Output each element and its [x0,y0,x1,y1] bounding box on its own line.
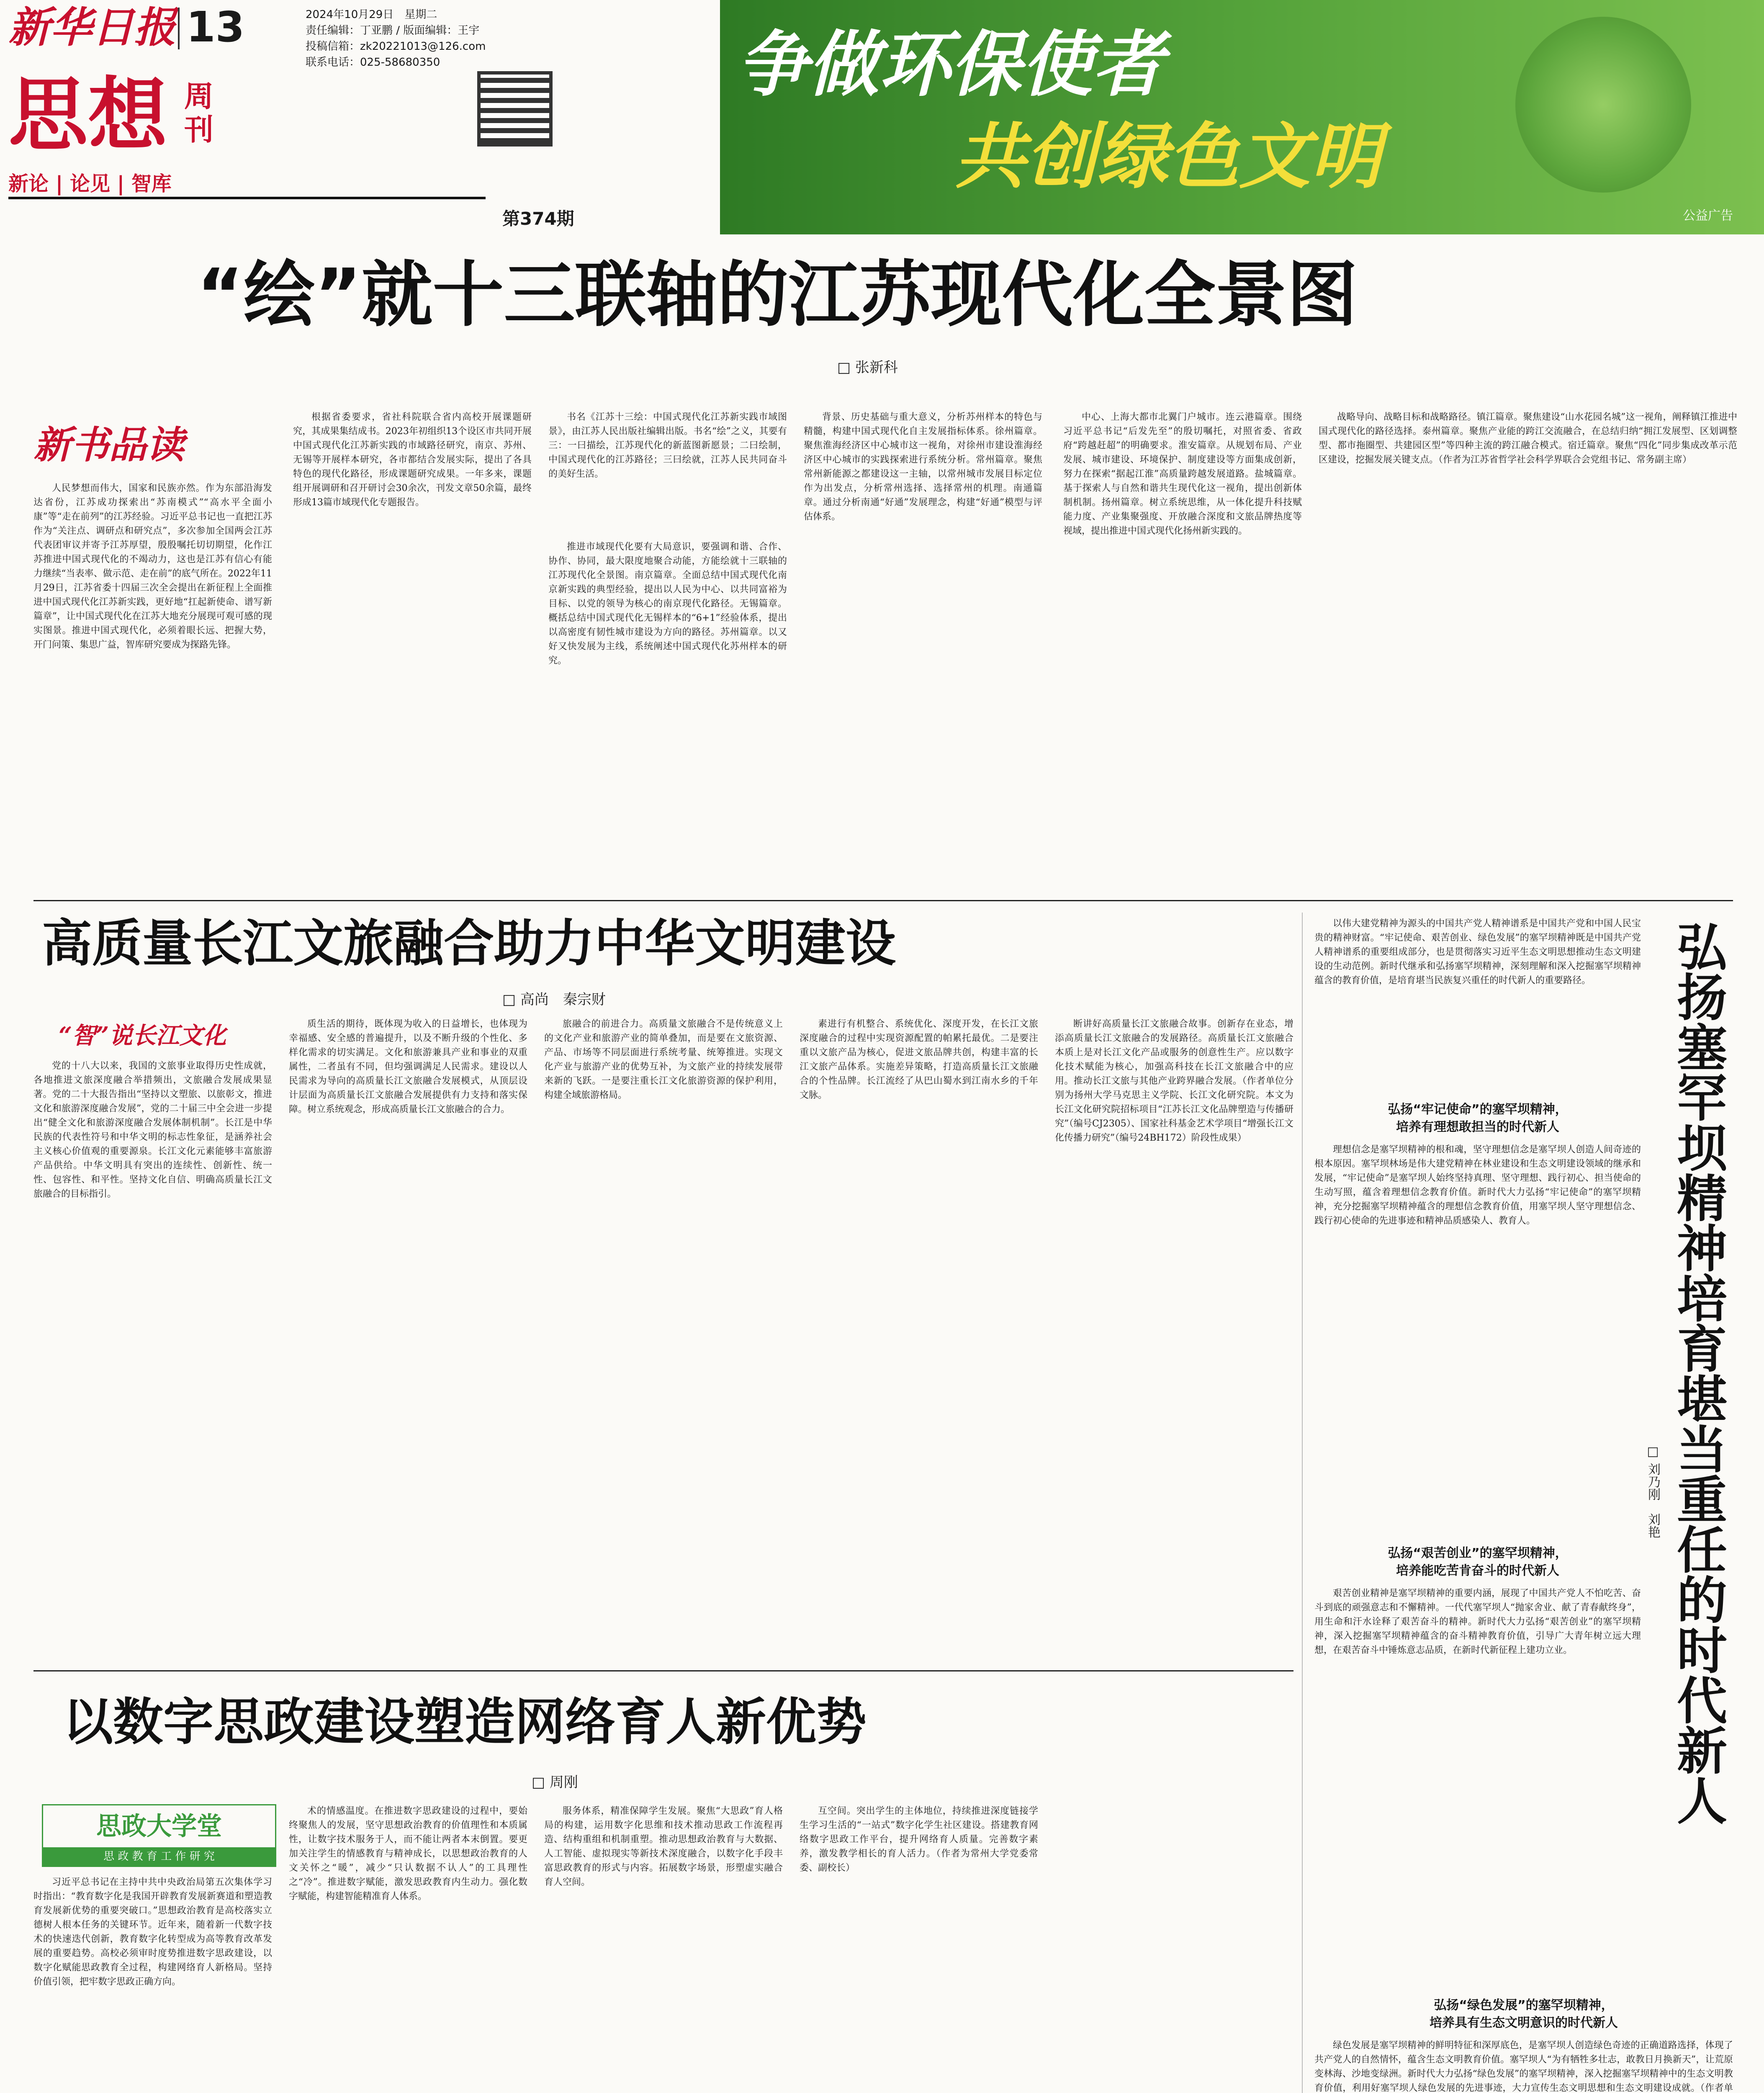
section-title: 思想 [8,68,168,162]
column-label-text: “智”说长江文化 [59,1022,226,1049]
article4-section2-heading [1314,1545,1641,1580]
masthead [0,0,720,234]
article1-col-4: 推进市域现代化要有大局意识，要强调和谐、合作、协作、协同，最大限度地聚合动能，方能绘就十三联轴的江苏现代化全景图。南京篇章。全面总结中国式现代化南京新实践的典型经验，提出以人民为中心、以共同富裕为目标、以党的领导为核心的南京现代化路径。无锡篇章。概括总结中国式现代化无锡样本的“6+1”经验体系，提出以高密度有韧性城市建设为方向的路径。苏州篇章。以又好又快发展为主线，系统阐述中国式现代化苏州样本的研究。 [548,542,787,666]
masthead-editors: 责任编辑：丁亚鹏 / 版面编辑：王宇 [306,24,480,37]
article3-col-3: 服务体系，精准保障学生发展。聚焦“大思政”育人格局的构建，运用数字化思维和技术推动思政工作流程再造、结构重组和机制重塑。推动思想政治教育与大数据、人工智能、虚拟现实等新技术深度融合，以数字化手段丰富思政教育的形式与内容。拓展数字场景，形塑虚实融合育人空间。 [544,1806,783,1887]
section-sub: 周刊 [184,79,213,147]
section-heading-line2: 培养具有生态文明意识的时代新人 [1430,2016,1618,2030]
masthead-phone: 联系电话：025-58680350 [306,56,440,69]
article2-column-label [59,1017,268,1051]
tree-icon [1515,17,1691,193]
section-heading-line1: 弘扬“牢记使命”的塞罕坝精神， [1388,1102,1568,1117]
section-tags: 新论 | 论见 | 智库 [8,172,172,195]
masthead-email: 投稿信箱：zk20221013@126.com [306,40,486,53]
article3-col-4: 互空间。突出学生的主体地位，持续推进深度链接学生学习生活的“一站式”数字化学生社区建设。搭建教育网络数字思政工作平台，提升网络育人质量。完善数字素养，激发教学相长的育人活力。（作者为常州大学党委常委、副校长） [800,1806,1038,1873]
article3-column-label [42,1804,276,1867]
column-label-text: 新书品读 [33,423,184,467]
article4-section3-body: 绿色发展是塞罕坝精神的鲜明特征和深厚底色，是塞罕坝人创造绿色奇迹的正确道路选择，体现了共产党人的自然情怀，蕴含生态文明教育价值。塞罕坝人“为有牺牲多壮志，敢教日月换新天”，让荒原变林海、沙地变绿洲。新时代大力弘扬“绿色发展”的塞罕坝精神，深入挖掘塞罕坝精神中的生态文明教育价值，利用好塞罕坝人绿色发展的先进事迹，大力宣传生态文明思想和生态文明建设成就。（作者单 [1314,2040,1733,2093]
article1-col-6: 中心、上海大都市北翼门户城市。连云港篇章。围绕习近平总书记“后发先至”的殷切嘱托，对照省委、省政府“跨越赶超”的明确要求。淮安篇章。从规划布局、产业发展、城市建设、环境保护、制度建设等方面集成创新，努力在探索“据起江淮”高质量跨越发展道路。盐城篇章。基于探索人与自然和谐共生现代化这一视角，提出创新体制机制。扬州篇章。树立系统思维，从一体化提升科技赋能力度、产业集聚强度、开放融合深度和文旅品牌热度等视域，提出推进中国式现代化扬州新实践的。 [1063,412,1302,536]
section-heading-line1: 弘扬“艰苦创业”的塞罕坝精神， [1388,1546,1568,1561]
article3-col-2: 术的情感温度。在推进数字思政建设的过程中，要始终聚焦人的发展，坚守思想政治教育的价值理性和本质属性，让数字技术服务于人，而不能让两者本末倒置。要更加关注学生的情感教育与精神成长，以思想政治教育的人文关怀之“暖”，减少“只认数据不认人”的工具理性之“冷”。推进数字赋能，激发思政教育内生动力。强化数字赋能，构建智能精准育人体系。 [289,1806,527,1902]
article3-col-1: 习近平总书记在主持中共中央政治局第五次集体学习时指出：“教育数字化是我国开辟教育发展新赛道和塑造教育发展新优势的重要突破口。”思想政治教育是高校落实立德树人根本任务的关键环节。近年来，随着新一代数字技术的快速迭代创新，教育数字化转型成为高等教育改革发展的重要趋势。高校必须审时度势推进数字思政建设，以数字化赋能思政教育全过程，构建网络育人新格局。坚持价值引领，把牢数字思政正确方向。 [33,1877,272,1987]
article2-author: □ 高尚 秦宗财 [502,991,606,1008]
section-heading-line2: 培养有理想敢担当的时代新人 [1396,1120,1559,1134]
article2-col-2: 质生活的期待，既体现为收入的日益增长，也体现为幸福感、安全感的普遍提升，以及不断升级的个性化、多样化需求的切实满足。文化和旅游兼具产业和事业的双重属性，二者虽有不同，但均强调满足人民需求。建设以人民需求为导向的高质量长江文旅融合发展模式，从顶层设计层面为高质量长江文旅融合发展提供有力支持和落实保障。树立系统观念，形成高质量长江文旅融合的合力。 [289,1019,527,1115]
article1-col-5: 背景、历史基础与重大意义，分析苏州样本的特色与精髓，构建中国式现代化自主发展指标体系。徐州篇章。聚焦淮海经济区中心城市这一视角，对徐州市建设淮海经济区中心城市的实践探索进行系统分析。常州篇章。聚焦常州新能源之都建设这一主轴，以常州城市发展目标定位作为出发点，分析常州选择、选择常州的机理。南通篇章。通过分析南通“好通”发展理念，构建“好通”模型与评估体系。 [804,412,1042,522]
page-number: 13 [186,3,245,51]
paper-name: 新华日报 [8,3,176,52]
article1-col-2: 根据省委要求，省社科院联合省内高校开展课题研究，其成果集结成书。2023年初组织13个设区市共同开展中国式现代化江苏新实践的市域路径研究，南京、苏州、无锡等开展样本研究，各市都结合发展实际，提出了各具特色的现代化路径，形成课题研究成果。一年多来，课题组开展调研和召开研讨会30余次，刊发文章50余篇，最终形成13篇市域现代化专题报告。 [293,412,532,508]
qr-code-icon [477,71,553,147]
article4-author: □ 刘乃刚 刘艳 [1646,1444,1660,1538]
ad-label: 公益广告 [1683,208,1733,223]
section-heading-line2: 培养能吃苦肯奋斗的时代新人 [1396,1563,1559,1578]
article2-col-1: 党的十八大以来，我国的文旅事业取得历史性成就，各地推进文旅深度融合举措频出，文旅融合发展成果显著。党的二十大报告指出“坚持以文塑旅、以旅彰文，推进文化和旅游深度融合发展”，党的二十届三中全会进一步提出“健全文化和旅游深度融合发展体制机制”。长江是中华民族的代表性符号和中华文明的标志性象征，是涵养社会主义核心价值观的重要源泉。长江文化元素能够丰富旅游产品供给。中华文明具有突出的连续性、创新性、统一性、包容性、和平性。坚持文化自信、明确高质量长江文旅融合的目标指引。 [33,1061,272,1199]
ad-banner [720,0,1764,234]
article2-col-3: 旅融合的前进合力。高质量文旅融合不是传统意义上的文化产业和旅游产业的简单叠加，而是要在文旅资源、产品、市场等不同层面进行系统考量、统筹推进。实现文化产业与旅游产业的优势互补，为文旅产业的持续发展带来新的飞跃。一是要注重长江文化旅游资源的保护利用，构建全域旅游格局。 [544,1019,783,1100]
column-label-text: 思政大学堂 [96,1812,222,1841]
article2-col-5: 断讲好高质量长江文旅融合故事。创新存在业态，增添高质量长江文旅融合的发展路径。高质量长江文旅融合本质上是对长江文化产品或服务的创意性生产。应以数字化技术赋能为核心，加强高科技在长江文旅融合中的应用。推动长江文旅与其他产业跨界融合发展。（作者单位分别为扬州大学马克思主义学院、长江文化研究院。本文为长江文化研究院招标项目“江苏长江文化品牌塑造与传播研究”（编号CJ2305）、国家社科基金艺术学项目“增强长江文化传播力研究”（编号24BH172）阶段性成果） [1055,1019,1293,1143]
article4-section2-body: 艰苦创业精神是塞罕坝精神的重要内涵，展现了中国共产党人不怕吃苦、奋斗到底的顽强意志和不懈精神。一代代塞罕坝人“抛家舍业、献了青春献终身”，用生命和汗水诠释了艰苦奋斗的精神。新时代大力弘扬“艰苦创业”的塞罕坝精神，深入挖掘塞罕坝精神蕴含的奋斗精神教育价值，引导广大青年树立远大理想，在艰苦奋斗中锤炼意志品质，在新时代新征程上建功立业。 [1314,1588,1641,1656]
article1-column-label [33,414,268,473]
masthead-date: 2024年10月29日 星期二 [306,8,437,21]
article1-title: “绘”就十三联轴的江苏现代化全景图 [197,254,1358,337]
column-label-sub: 思 政 教 育 工 作 研 究 [43,1847,275,1866]
section-heading-line1: 弘扬“绿色发展”的塞罕坝精神， [1434,1998,1614,2013]
ad-headline-1: 争做环保使者 [737,23,1164,106]
article2-col-4: 素进行有机整合、系统优化、深度开发，在长江文旅深度融合的过程中实现资源配置的帕累托最优。二是要注重以文旅产品为核心，促进文旅品牌共创，构建丰富的长江文旅产品体系。实施差异策略，打造高质量长江文旅融合的个性品牌。长江流经了从巴山蜀水到江南水乡的千年文脉。 [800,1019,1038,1100]
article1-col-3: 书名《江苏十三绘：中国式现代化江苏新实践市域图景》，由江苏人民出版社编辑出版。书名“绘”之义，其要有三：一曰描绘，江苏现代化的新蓝图新愿景；二曰绘制，中国式现代化的江苏路径；三曰绘就，江苏人民共同奋斗的美好生活。 [548,412,787,479]
article4-section1-body: 理想信念是塞罕坝精神的根和魂，坚守理想信念是塞罕坝人创造人间奇迹的根本原因。塞罕坝林场是伟大建党精神在林业建设和生态文明建设领域的继承和发展，“牢记使命”是塞罕坝人始终坚持真理、坚守理想、践行初心、担当使命的生动写照，蕴含着理想信念教育价值。新时代大力弘扬“牢记使命”的塞罕坝精神，充分挖掘塞罕坝精神蕴含的理想信念教育价值，用塞罕坝人坚守理想信念、践行初心使命的先进事迹和精神品质感染人、教育人。 [1314,1144,1641,1226]
article3-title: 以数字思政建设塑造网络育人新优势 [63,1693,867,1751]
article1-author: □ 张新科 [837,359,898,376]
article1-col-7: 战略导向、战略目标和战略路径。镇江篇章。聚焦建设“山水花园名城”这一视角，阐释镇江推进中国式现代化的路径选择。泰州篇章。聚焦产业能的跨江交流融合，在总结归纳“拥江发展型、区划调整型、都市拖圈型、共建园区型”等四种主流的跨江融合模式。宿迁篇章。聚焦“四化”同步集成改革示范区建设，挖掘发展关键支点。（作者为江苏省哲学社会科学界联合会党组书记、常务副主席） [1319,412,1737,465]
article1-bottom-rule [33,900,1733,901]
issue-number: 第374期 [502,208,574,229]
article4-intro: 以伟大建党精神为源头的中国共产党人精神谱系是中国共产党和中国人民宝贵的精神财富。“牢记使命、艰苦创业、绿色发展”的塞罕坝精神既是中国共产党人精神谱系的重要组成部分，也是贯彻落实习近平生态文明思想推动生态文明建设的生动范例。新时代继承和弘扬塞罕坝精神，深刻理解和深入挖掘塞罕坝精神蕴含的教育价值，是培育堪当民族复兴重任的时代新人的重要路径。 [1314,918,1641,986]
article4-title: 弘扬塞罕坝精神培育堪当重任的时代新人 [1669,921,1727,1825]
ad-headline-2: 共创绿色文明 [954,116,1382,198]
article2-bottom-rule [33,1670,1293,1671]
masthead-divider [178,8,180,49]
masthead-rule [8,197,486,199]
article4-left-rule [1302,913,1303,2093]
article3-author: □ 周刚 [532,1774,578,1791]
article1-col-1: 人民梦想而伟大，国家和民族亦然。作为东部沿海发达省份，江苏成功探索出“苏南模式”“高水平全面小康”等“走在前列”的江苏经验。习近平总书记也一直把江苏作为“关注点、调研点和研究点”，多次参加全国两会江苏代表团审议并寄予江苏厚望，殷殷嘱托切切期望，化作江苏推进中国式现代化的不竭动力，这也是江苏有信心有能力继续“当表率、做示范、走在前”的底气所在。2022年11月29日，江苏省委十四届三次全会提出在新征程上全面推进中国式现代化江苏新实践，更好地“扛起新使命、谱写新篇章”，让中国式现代化在江苏大地充分展现可观可感的现实图景。推进中国式现代化，必须着眼长远、把握大势，开门问策、集思广益，智库研究要成为探路先锋。 [33,483,272,650]
article4-section1-heading [1314,1101,1641,1136]
article2-title: 高质量长江文旅融合助力中华文明建设 [42,915,896,973]
